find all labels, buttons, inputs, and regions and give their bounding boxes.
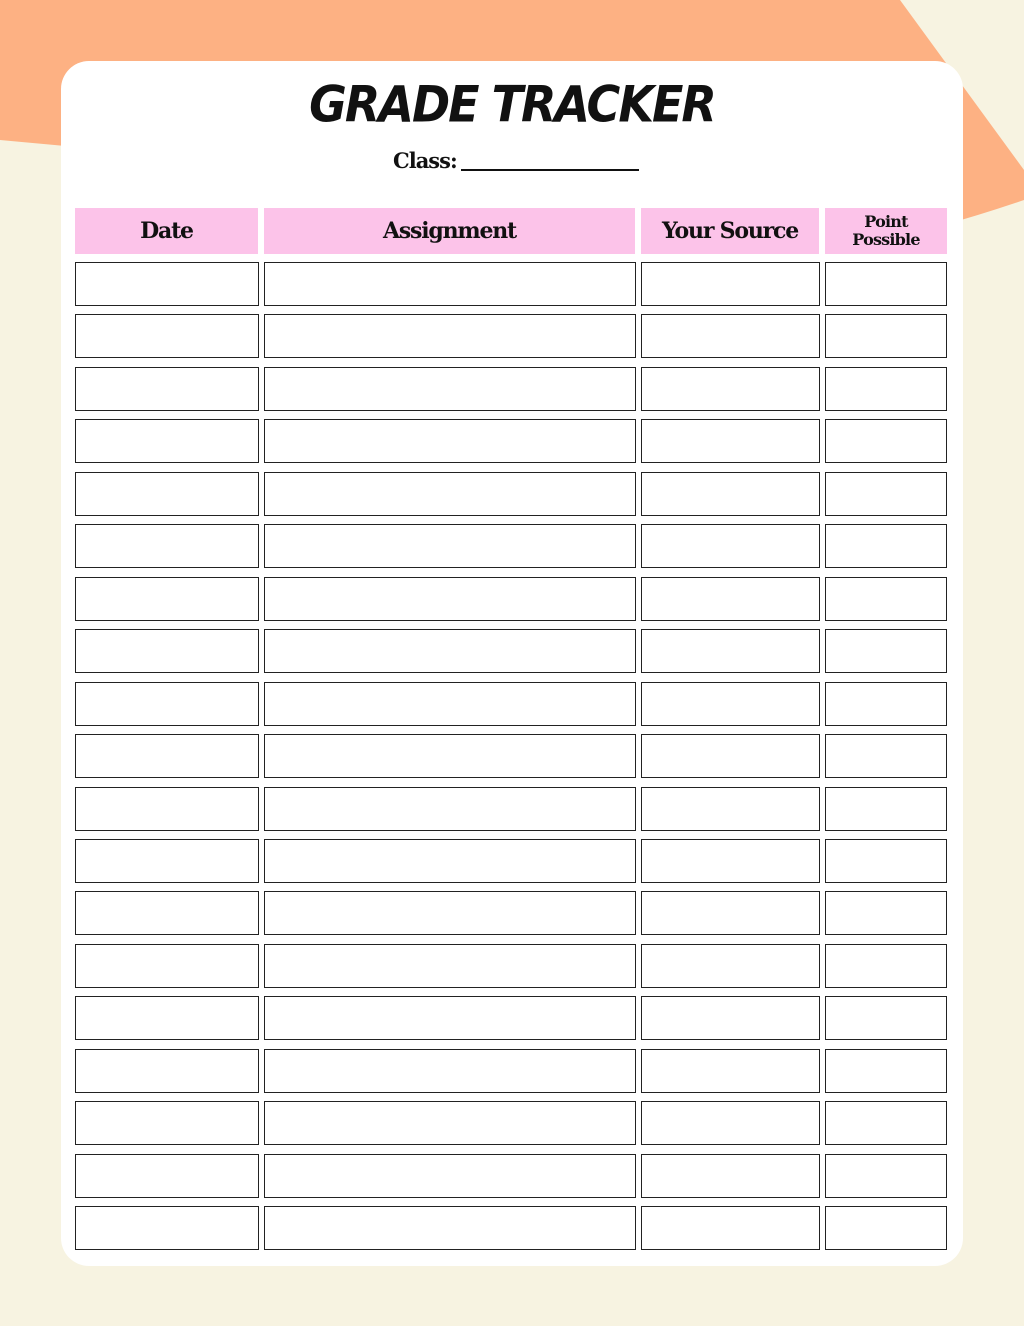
table-cell-your_source[interactable]	[641, 314, 820, 358]
table-cell-date[interactable]	[75, 891, 259, 935]
table-cell-assignment[interactable]	[264, 524, 636, 568]
table-cell-assignment[interactable]	[264, 996, 636, 1040]
table-cell-assignment[interactable]	[264, 734, 636, 778]
class-field	[393, 147, 639, 173]
table-cell-your_source[interactable]	[641, 944, 820, 988]
table-cell-point_possible[interactable]	[825, 577, 947, 621]
table-cell-date[interactable]	[75, 682, 259, 726]
table-cell-your_source[interactable]	[641, 367, 820, 411]
table-cell-point_possible[interactable]	[825, 839, 947, 883]
table-cell-point_possible[interactable]	[825, 472, 947, 516]
table-cell-point_possible[interactable]	[825, 1154, 947, 1198]
table-cell-your_source[interactable]	[641, 1101, 820, 1145]
table-cell-your_source[interactable]	[641, 734, 820, 778]
worksheet-card	[61, 61, 963, 1266]
table-cell-your_source[interactable]	[641, 524, 820, 568]
table-cell-assignment[interactable]	[264, 314, 636, 358]
table-cell-point_possible[interactable]	[825, 787, 947, 831]
table-cell-assignment[interactable]	[264, 1154, 636, 1198]
table-cell-date[interactable]	[75, 629, 259, 673]
table-cell-date[interactable]	[75, 787, 259, 831]
table-cell-your_source[interactable]	[641, 682, 820, 726]
table-cell-assignment[interactable]	[264, 1206, 636, 1250]
table-cell-point_possible[interactable]	[825, 629, 947, 673]
table-cell-assignment[interactable]	[264, 419, 636, 463]
table-cell-your_source[interactable]	[641, 996, 820, 1040]
table-cell-assignment[interactable]	[264, 891, 636, 935]
table-cell-date[interactable]	[75, 734, 259, 778]
table-cell-assignment[interactable]	[264, 787, 636, 831]
table-cell-date[interactable]	[75, 367, 259, 411]
table-cell-assignment[interactable]	[264, 262, 636, 306]
table-cell-your_source[interactable]	[641, 577, 820, 621]
table-cell-point_possible[interactable]	[825, 682, 947, 726]
table-cell-assignment[interactable]	[264, 629, 636, 673]
page-title: GRADE TRACKER	[309, 74, 715, 134]
table-cell-your_source[interactable]	[641, 419, 820, 463]
table-cell-your_source[interactable]	[641, 629, 820, 673]
table-cell-assignment[interactable]	[264, 577, 636, 621]
class-label: Class:	[393, 148, 457, 173]
table-cell-date[interactable]	[75, 314, 259, 358]
table-cell-your_source[interactable]	[641, 1206, 820, 1250]
table-cell-your_source[interactable]	[641, 839, 820, 883]
table-cell-point_possible[interactable]	[825, 524, 947, 568]
table-cell-assignment[interactable]	[264, 839, 636, 883]
table-cell-point_possible[interactable]	[825, 1101, 947, 1145]
table-cell-your_source[interactable]	[641, 1049, 820, 1093]
table-cell-your_source[interactable]	[641, 1154, 820, 1198]
table-cell-date[interactable]	[75, 577, 259, 621]
table-cell-assignment[interactable]	[264, 1049, 636, 1093]
table-cell-point_possible[interactable]	[825, 944, 947, 988]
table-cell-date[interactable]	[75, 419, 259, 463]
table-cell-date[interactable]	[75, 1154, 259, 1198]
table-cell-assignment[interactable]	[264, 472, 636, 516]
table-cell-point_possible[interactable]	[825, 314, 947, 358]
table-cell-point_possible[interactable]	[825, 734, 947, 778]
column-header-assignment: Assignment	[264, 208, 635, 254]
table-cell-date[interactable]	[75, 996, 259, 1040]
table-cell-assignment[interactable]	[264, 1101, 636, 1145]
table-cell-point_possible[interactable]	[825, 996, 947, 1040]
table-cell-your_source[interactable]	[641, 472, 820, 516]
table-cell-your_source[interactable]	[641, 891, 820, 935]
table-cell-date[interactable]	[75, 1049, 259, 1093]
table-cell-date[interactable]	[75, 524, 259, 568]
column-header-your-source: Your Source	[641, 208, 819, 254]
table-cell-assignment[interactable]	[264, 944, 636, 988]
point-possible-label: Point Possible	[852, 212, 920, 249]
table-cell-date[interactable]	[75, 1101, 259, 1145]
table-cell-your_source[interactable]	[641, 262, 820, 306]
table-cell-date[interactable]	[75, 839, 259, 883]
table-cell-date[interactable]	[75, 944, 259, 988]
table-cell-assignment[interactable]	[264, 682, 636, 726]
table-cell-point_possible[interactable]	[825, 262, 947, 306]
table-cell-point_possible[interactable]	[825, 891, 947, 935]
table-cell-point_possible[interactable]	[825, 419, 947, 463]
column-header-point-possible	[825, 208, 947, 254]
table-cell-point_possible[interactable]	[825, 367, 947, 411]
table-cell-point_possible[interactable]	[825, 1206, 947, 1250]
table-cell-your_source[interactable]	[641, 787, 820, 831]
table-cell-date[interactable]	[75, 1206, 259, 1250]
class-blank-line[interactable]	[461, 149, 639, 171]
table-cell-point_possible[interactable]	[825, 1049, 947, 1093]
table-cell-date[interactable]	[75, 472, 259, 516]
table-cell-date[interactable]	[75, 262, 259, 306]
table-cell-assignment[interactable]	[264, 367, 636, 411]
column-header-date: Date	[75, 208, 258, 254]
